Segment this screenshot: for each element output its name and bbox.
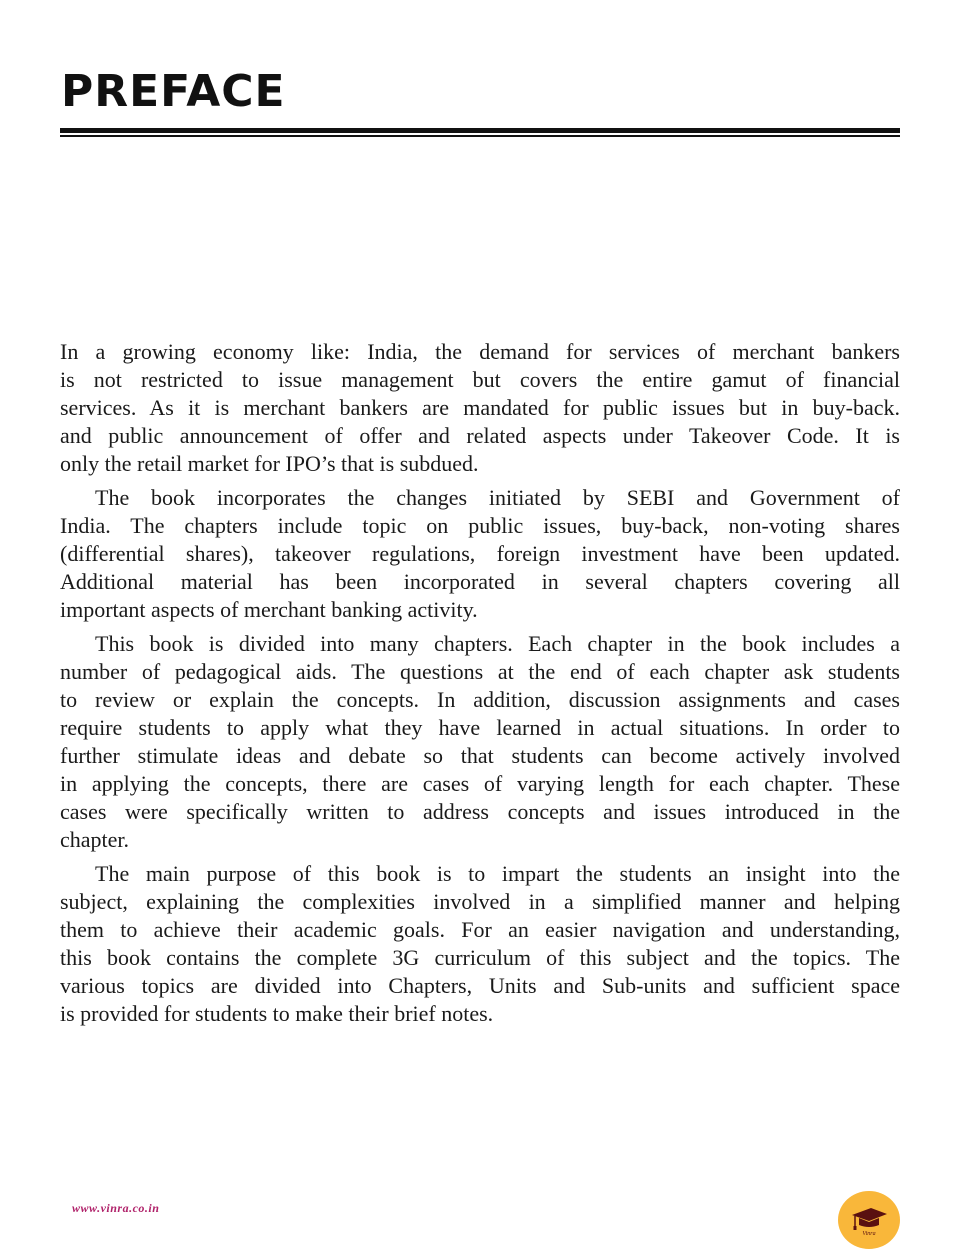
text-line: subject, explaining the complexities involved in a simplified manner and helping bbox=[60, 889, 900, 914]
graduation-cap-icon bbox=[849, 1203, 889, 1237]
text-line: them to achieve their academic goals. For an easier navigation and understanding, bbox=[60, 917, 900, 942]
text-line: (differential shares), takeover regulations, foreign investment have been updated. bbox=[60, 541, 900, 566]
paragraph bbox=[60, 630, 900, 854]
title-rule-thin bbox=[60, 135, 900, 137]
text-line: India. The chapters include topic on public issues, buy-back, non-voting shares bbox=[60, 513, 900, 538]
text-line: is provided for students to make their brief notes. bbox=[60, 1001, 494, 1026]
text-line: important aspects of merchant banking activity. bbox=[60, 597, 478, 622]
text-line: further stimulate ideas and debate so that students can become actively involved bbox=[60, 743, 900, 768]
text-line: services. As it is merchant bankers are mandated for public issues but in buy-back. bbox=[60, 395, 900, 420]
text-line: only the retail market for IPO’s that is subdued. bbox=[60, 451, 479, 476]
text-line: number of pedagogical aids. The questions at the end of each chapter ask students bbox=[60, 659, 900, 684]
text-line: this book contains the complete 3G curriculum of this subject and the topics. The bbox=[60, 945, 900, 970]
text-line: various topics are divided into Chapters, Units and Sub-units and sufficient space bbox=[60, 973, 900, 998]
page-title: PREFACE bbox=[61, 66, 286, 117]
text-line: and public announcement of offer and related aspects under Takeover Code. It is bbox=[60, 423, 900, 448]
paragraph bbox=[60, 860, 900, 1028]
text-line: Additional material has been incorporated in several chapters covering all bbox=[60, 569, 900, 594]
text-line: In a growing economy like: India, the demand for services of merchant bankers bbox=[60, 339, 900, 364]
text-line: The main purpose of this book is to impart the students an insight into the bbox=[95, 861, 900, 886]
svg-text:Vinra: Vinra bbox=[862, 1231, 876, 1237]
text-line: The book incorporates the changes initiated by SEBI and Government of bbox=[95, 485, 900, 510]
text-line: This book is divided into many chapters. Each chapter in the book includes a bbox=[95, 631, 900, 656]
text-line: is not restricted to issue management but covers the entire gamut of financial bbox=[60, 367, 900, 392]
text-line: chapter. bbox=[60, 827, 130, 852]
title-rule-thick bbox=[60, 128, 900, 133]
paragraph bbox=[60, 484, 900, 624]
footer-website-link[interactable]: www.vinra.co.in bbox=[72, 1201, 160, 1215]
publisher-logo bbox=[838, 1191, 900, 1249]
preface-body bbox=[60, 338, 900, 1034]
text-line: cases were specifically written to address concepts and issues introduced in the bbox=[60, 799, 900, 824]
text-line: in applying the concepts, there are cases of varying length for each chapter. These bbox=[60, 771, 900, 796]
paragraph bbox=[60, 338, 900, 478]
text-line: require students to apply what they have learned in actual situations. In order to bbox=[60, 715, 900, 740]
text-line: to review or explain the concepts. In addition, discussion assignments and cases bbox=[60, 687, 900, 712]
